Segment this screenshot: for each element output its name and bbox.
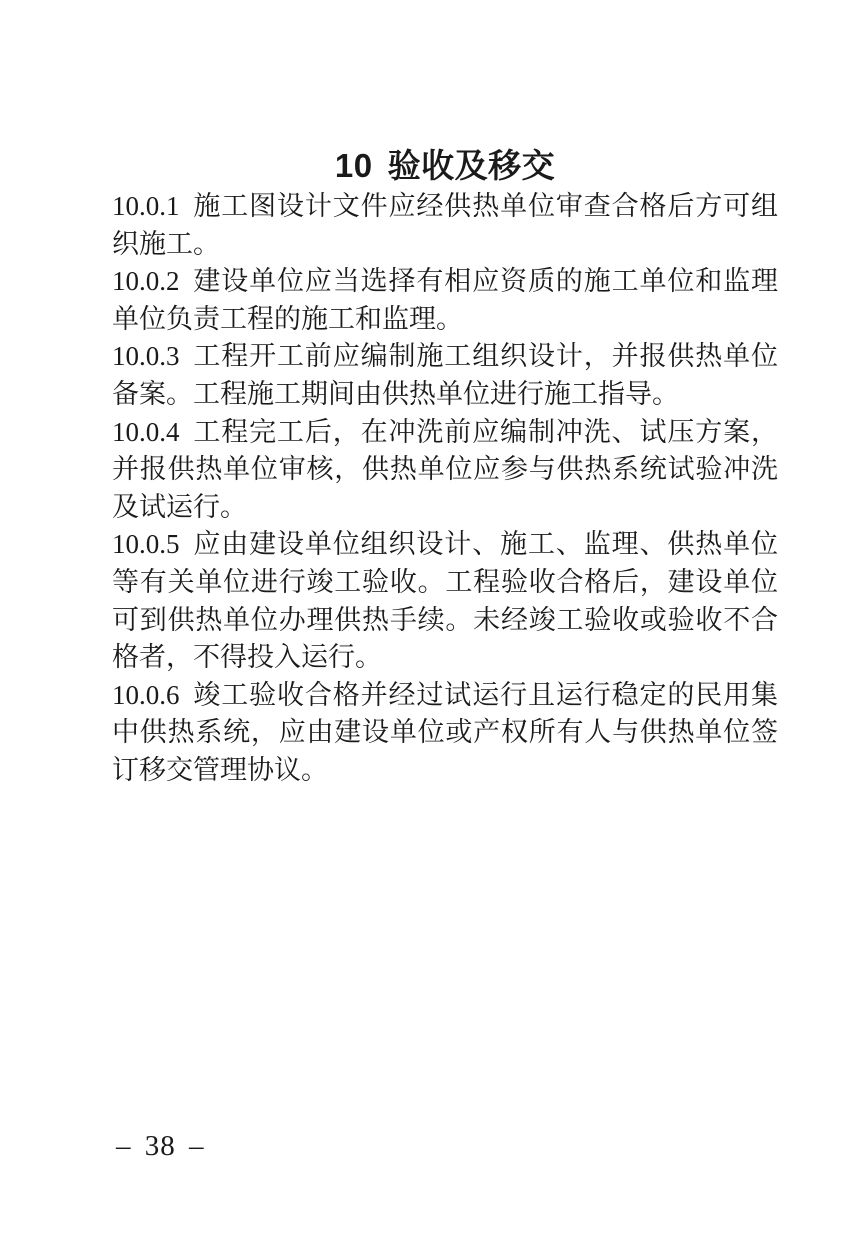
clauses-body — [112, 188, 778, 790]
chapter-heading — [112, 147, 778, 185]
clause-text: 竣工验收合格并经过试运行且运行稳定的民用集 — [192, 679, 778, 710]
clause-line — [112, 263, 778, 301]
clause-number: 10.0.6 — [112, 679, 180, 710]
clause-10-0-2 — [112, 263, 778, 338]
clause-10-0-5 — [112, 526, 778, 676]
clause-line: 等有关单位进行竣工验收。工程验收合格后，建设单位 — [112, 566, 778, 597]
chapter-number: 10 — [334, 147, 373, 184]
clause-text: 施工图设计文件应经供热单位审查合格后方可组 — [192, 191, 778, 221]
clause-line: 织施工。 — [112, 228, 220, 259]
clause-line — [112, 188, 778, 226]
clause-line: 订移交管理协议。 — [112, 754, 328, 785]
clause-line — [112, 677, 778, 715]
chapter-title-text: 验收及移交 — [387, 147, 556, 184]
page-number: – 38 – — [116, 1130, 205, 1162]
clause-10-0-6 — [112, 677, 778, 790]
clause-line: 并报供热单位审核，供热单位应参与供热系统试验冲洗 — [112, 454, 778, 485]
clause-number: 10.0.2 — [112, 266, 180, 297]
clause-line: 及试运行。 — [112, 491, 247, 522]
clause-number: 10.0.4 — [112, 416, 180, 447]
clause-line: 中供热系统，应由建设单位或产权所有人与供热单位签 — [112, 717, 778, 748]
clause-10-0-3 — [112, 338, 778, 413]
clause-number: 10.0.1 — [112, 191, 180, 221]
clause-line — [112, 414, 778, 452]
clause-text: 应由建设单位组织设计、施工、监理、供热单位 — [192, 529, 778, 560]
clause-text: 工程开工前应编制施工组织设计，并报供热单位 — [192, 341, 778, 372]
clause-number: 10.0.3 — [112, 341, 180, 372]
clause-line: 可到供热单位办理供热手续。未经竣工验收或验收不合 — [112, 604, 778, 635]
clause-line: 格者，不得投入运行。 — [112, 642, 382, 673]
clause-text: 建设单位应当选择有相应资质的施工单位和监理 — [192, 266, 778, 297]
clause-line: 备案。工程施工期间由供热单位进行施工指导。 — [112, 378, 679, 409]
clause-line: 单位负责工程的施工和监理。 — [112, 303, 463, 334]
clause-10-0-1 — [112, 188, 778, 263]
clause-line — [112, 526, 778, 564]
clause-10-0-4 — [112, 414, 778, 527]
clause-number: 10.0.5 — [112, 529, 180, 560]
clause-line — [112, 338, 778, 376]
clause-text: 工程完工后，在冲洗前应编制冲洗、试压方案， — [192, 416, 778, 447]
